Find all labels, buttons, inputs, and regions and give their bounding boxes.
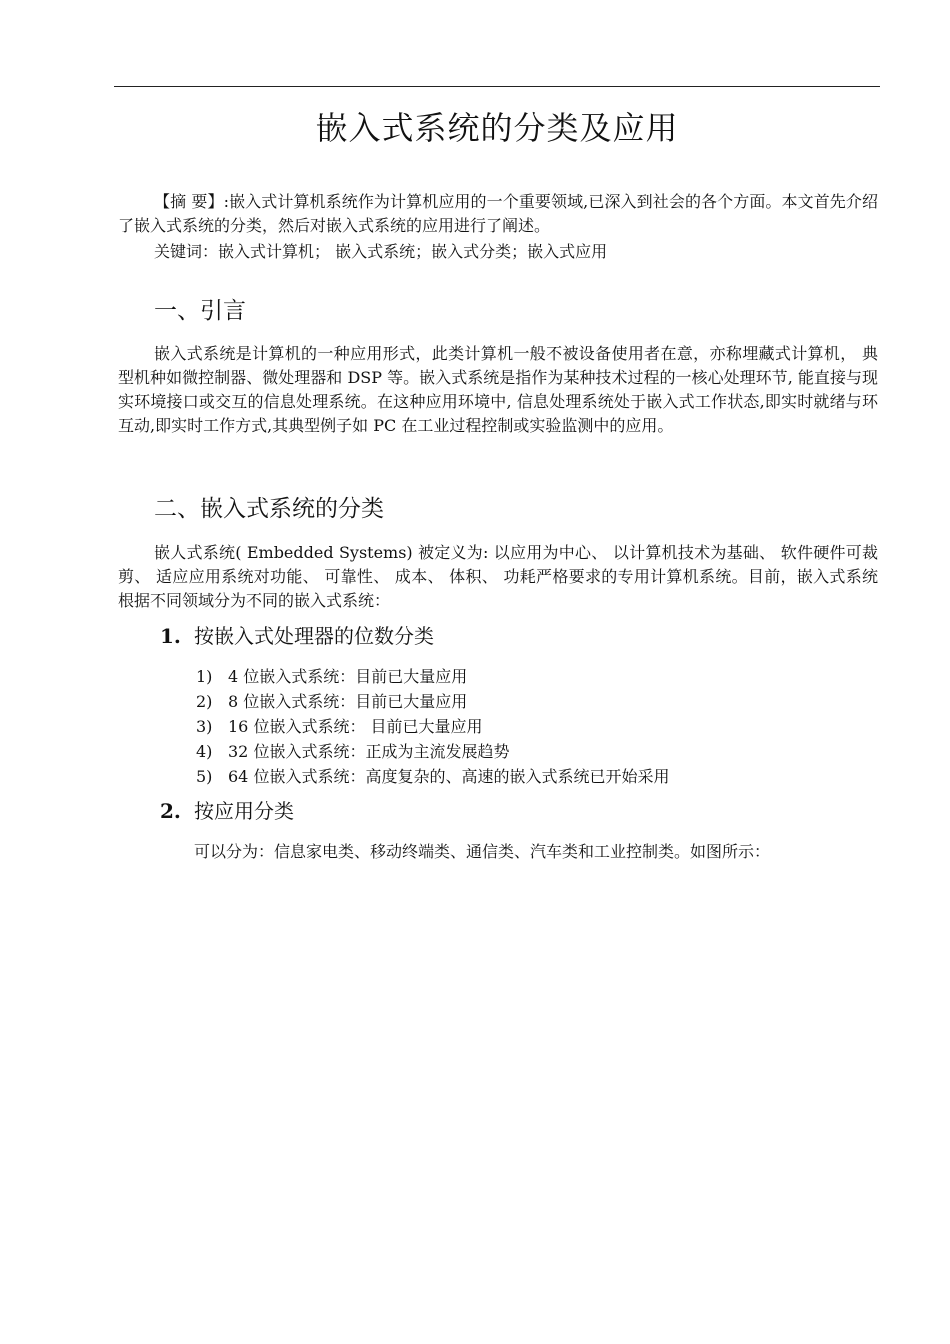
list-item-text: 16 位嵌入式系统： 目前已大量应用 [228, 717, 483, 736]
subsection-number: 2. [160, 799, 181, 823]
abstract-label: 【摘 要】: [154, 192, 229, 211]
section-heading-classification: 二、嵌入式系统的分类 [154, 496, 384, 522]
introduction-paragraph: 嵌入式系统是计算机的一种应用形式，此类计算机一般不被设备使用者在意，亦称埋藏式计算机， 典型机种如微控制器、微处理器和 DSP 等。嵌入式系统是指作为某种技术过程的一核心处理环节, 能直接与现实环境接口或交互的信息处理系统。在这种应用环境中, 信息处理系统处于嵌入式工作状态,即实时就绪与环互动,即实时工作方式,其典型例子如 PC 在工业过程控制或实验监测中的应用。 [118, 344, 878, 435]
abstract-text: 嵌入式计算机系统作为计算机应用的一个重要领域,已深入到社会的各个方面。本文首先介绍了嵌入式系统的分类，然后对嵌入式系统的应用进行了阐述。 [118, 192, 878, 235]
list-item-text: 8 位嵌入式系统：目前已大量应用 [228, 692, 468, 711]
section-heading-introduction: 一、引言 [154, 298, 246, 324]
keywords-line: 关键词：嵌入式计算机； 嵌入式系统；嵌入式分类；嵌入式应用 [154, 242, 608, 261]
abstract-paragraph [118, 190, 878, 238]
list-item-text: 32 位嵌入式系统：正成为主流发展趋势 [228, 742, 510, 761]
list-item-text: 4 位嵌入式系统：目前已大量应用 [228, 667, 468, 686]
subsection-title: 按嵌入式处理器的位数分类 [194, 624, 434, 648]
list-item-number: 3) [196, 717, 213, 736]
document-title: 嵌入式系统的分类及应用 [315, 109, 679, 147]
header-rule [114, 86, 880, 87]
subsection-heading-application [160, 797, 294, 825]
list-item-text: 64 位嵌入式系统：高度复杂的、高速的嵌入式系统已开始采用 [228, 767, 670, 786]
bit-classification-list [196, 664, 669, 789]
list-item [196, 689, 669, 714]
subsection-heading-bits [160, 622, 434, 650]
subsection-title: 按应用分类 [194, 799, 294, 823]
classification-paragraph: 嵌人式系统( Embedded Systems) 被定义为: 以应用为中心、 以计算机技术为基础、 软件硬件可裁剪、 适应应用系统对功能、 可靠性、 成本、 体积、 功耗严格要求的专用计算机系统。目前，嵌入式系统根据不同领域分为不同的嵌入式系统： [118, 543, 878, 610]
list-item-number: 5) [196, 767, 213, 786]
list-item-number: 4) [196, 742, 213, 761]
list-item [196, 764, 669, 789]
list-item [196, 714, 669, 739]
application-classification-text: 可以分为：信息家电类、移动终端类、通信类、汽车类和工业控制类。如图所示： [194, 842, 771, 861]
list-item [196, 739, 669, 764]
subsection-number: 1. [160, 624, 181, 648]
list-item-number: 1) [196, 667, 213, 686]
list-item [196, 664, 669, 689]
list-item-number: 2) [196, 692, 213, 711]
